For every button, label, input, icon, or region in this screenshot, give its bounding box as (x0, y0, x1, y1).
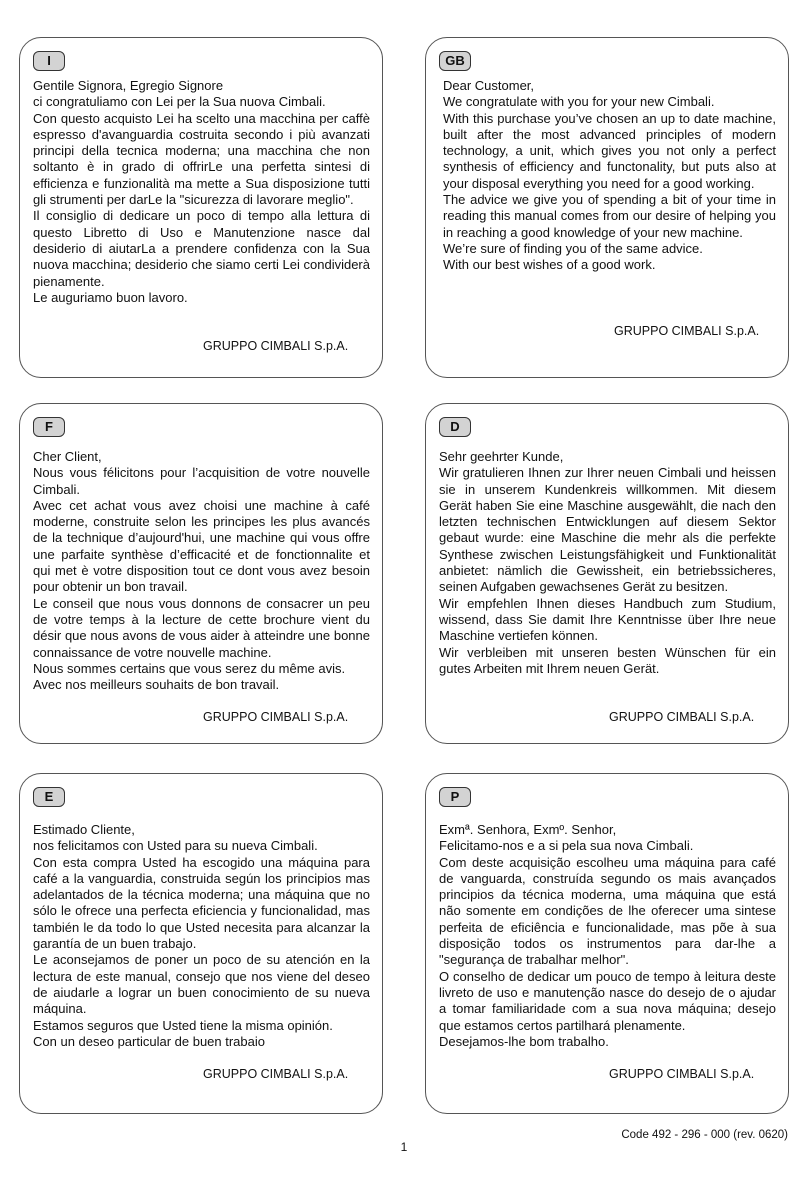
message-french (33, 449, 370, 693)
signature: GRUPPO CIMBALI S.p.A. (203, 710, 349, 724)
paragraph: Wir empfehlen Ihnen dieses Handbuch zum Studium, wissend, dass Sie damit Ihre Kenntnisse über Ihre neue Maschine vertiefen können. (439, 595, 776, 644)
paragraph: Con un deseo particular de buen trabaio (33, 1033, 265, 1049)
signature: GRUPPO CIMBALI S.p.A. (609, 1067, 755, 1081)
card-italian (19, 37, 383, 378)
signature: GRUPPO CIMBALI S.p.A. (614, 324, 760, 338)
language-badge-spanish: E (33, 787, 65, 807)
paragraph: Con questo acquisto Lei ha scelto una macchina per caffè espresso d'avanguardia costruita secondo i più avanzati principi della tecnica moderna; una macchina che non soltanto è in grado di offrirLe una perfetta sintesi di efficienza e funzionalità ma mette a Sua disposizione tutti gli strumenti per darLe la "sicurezza di lavorare meglio". (33, 110, 370, 208)
paragraph: With our best wishes of a good work. (443, 257, 656, 273)
salutation: Exmª. Senhora, Exmº. Senhor, (439, 822, 617, 837)
language-badge-portuguese: P (439, 787, 471, 807)
signature: GRUPPO CIMBALI S.p.A. (203, 339, 349, 353)
paragraph: Con esta compra Usted ha escogido una máquina para café a la vanguardia, construida según los principios mas adelantados de la técnica moderna; una máquina que no sólo le ofrece una perfecta eficiencia y funcionalidad, mas también le da todo lo que Usted necesita para alcanzar la garantía de un buen trabajo. (33, 854, 370, 952)
message-spanish (33, 822, 370, 1050)
salutation: Dear Customer, (443, 78, 535, 93)
paragraph: Felicitamo-nos e a si pela sua nova Cimbali. (439, 838, 694, 854)
paragraph: Avec nos meilleurs souhaits de bon travail. (33, 677, 280, 693)
paragraph: Le auguriamo buon lavoro. (33, 289, 188, 305)
paragraph: Com deste acquisição escolheu uma máquina para café de vanguarda, construída segundo os mais avançados principios da técnica moderna, uma máquina que está não somente em condições de lhe oferecer uma sintese perfeita de eficiência e funcionalidade, mas põe à sua disposição todos os instrumentos para dar-lhe a "segurança de trabalhar melhor". (439, 854, 776, 968)
language-badge-english: GB (439, 51, 471, 71)
paragraph: Estamos seguros que Usted tiene la misma opinión. (33, 1017, 333, 1033)
paragraph: ci congratuliamo con Lei per la Sua nuova Cimbali. (33, 94, 326, 110)
paragraph: Le conseil que nous vous donnons de consacrer un peu de votre temps à la lecture de cette brochure vient du désir que nous avons de vous aider à atteindre une bonne connaissance de votre nouvelle machine. (33, 595, 370, 660)
salutation: Sehr geehrter Kunde, (439, 449, 564, 464)
language-badge-german: D (439, 417, 471, 437)
paragraph: Nous sommes certains que vous serez du même avis. (33, 660, 346, 676)
language-badge-french: F (33, 417, 65, 437)
card-spanish (19, 773, 383, 1114)
paragraph: Wir gratulieren Ihnen zur Ihrer neuen Cimbali und heissen sie in unserem Kundenkreis willkommen. Mit diesem Gerät haben Sie eine Maschine ausgewählt, die nach den letzten technischen Entwicklungen auf diesem Sektor gebaut wurde: eine Maschine die mehr als die perfekte Synthese zwischen Leistungsfähigkeit und Funktionalität anbietet: nämlich die Gewissheit, ein betriebssicheres, seinen Aufgaben gewachsenes Gerät zu besitzen. (439, 465, 776, 595)
message-english (443, 78, 776, 274)
salutation: Cher Client, (33, 449, 102, 464)
paragraph: Il consiglio di dedicare un poco di tempo alla lettura di questo Libretto di Uso e Manutenzione nasce dal desiderio di aiutarLa a prendere confidenza con la Sua nuova macchina; desiderio che siamo certi Lei condividerà pienamente. (33, 208, 370, 289)
language-badge-italian: I (33, 51, 65, 71)
salutation: Gentile Signora, Egregio Signore (33, 78, 224, 93)
card-french (19, 403, 383, 744)
card-portuguese (425, 773, 789, 1114)
card-german (425, 403, 789, 744)
paragraph: We’re sure of finding you of the same advice. (443, 240, 703, 256)
paragraph: Avec cet achat vous avez choisi une machine à café moderne, construite selon les principes les plus avancés de la technique d’aujourd'hui, une machine qui vous offre une parfaite synthèse d’efficacité et de fonctionnalite et qui met è votre disposition tout ce dont vous avez besoin pour obtenir un bon travail. (33, 497, 370, 595)
document-code: Code 492 - 296 - 000 (rev. 0620) (621, 1129, 788, 1141)
paragraph: Wir verbleiben mit unseren besten Wünschen für ein gutes Arbeiten mit Ihrem neuen Gerät. (439, 644, 776, 676)
salutation: Estimado Cliente, (33, 822, 135, 837)
card-english (425, 37, 789, 378)
message-german (439, 449, 776, 677)
paragraph: With this purchase you’ve chosen an up to date machine, built after the most advanced principles of modern technology, a unit, which gives you not only a perfect synthesis of efficiency and functonality, but puts also at your disposal everything you need for a good working. (443, 110, 776, 191)
page-number: 1 (400, 1140, 408, 1154)
message-portuguese (439, 822, 776, 1050)
paragraph: Desejamos-lhe bom trabalho. (439, 1033, 609, 1049)
paragraph: Le aconsejamos de poner un poco de su atención en la lectura de este manual, consejo que nos viene del deseo de aiudarle a lograr un buen conocimiento de su nueva máquina. (33, 952, 370, 1017)
paragraph: nos felicitamos con Usted para su nueva Cimbali. (33, 838, 318, 854)
signature: GRUPPO CIMBALI S.p.A. (609, 710, 755, 724)
paragraph: O conselho de dedicar um pouco de tempo à leitura deste livreto de uso e manutenção nasce do desejo de o ajudar a tomar familiaridade com a sua nova máquina; desejo que estamos certos partilhará plenamente. (439, 968, 776, 1033)
message-italian (33, 78, 370, 306)
signature: GRUPPO CIMBALI S.p.A. (203, 1067, 349, 1081)
paragraph: We congratulate with you for your new Cimbali. (443, 94, 715, 110)
paragraph: Nous vous félicitons pour l’acquisition de votre nouvelle Cimbali. (33, 465, 370, 497)
paragraph: The advice we give you of spending a bit of your time in reading this manual comes from our desire of helping you in reaching a good knowledge of your new machine. (443, 192, 776, 240)
